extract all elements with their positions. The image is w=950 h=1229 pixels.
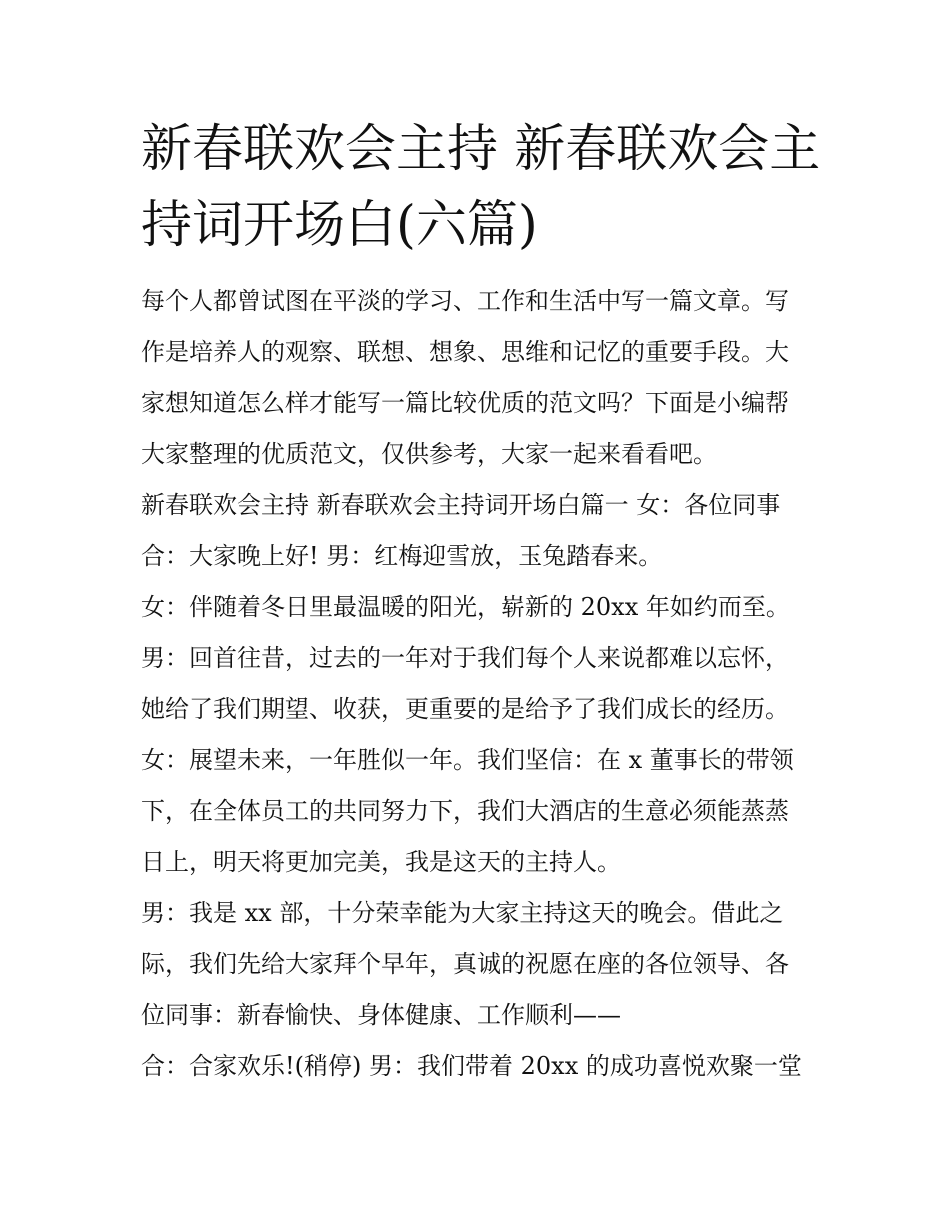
body-line: 女：展望未来，一年胜似一年。我们坚信：在 x 董事长的带领 xyxy=(141,746,794,774)
body-line: 大家整理的优质范文，仅供参考，大家一起来看看吧。 xyxy=(141,440,717,468)
body-line: 合：合家欢乐!(稍停) 男：我们带着 20xx 的成功喜悦欢聚一堂 xyxy=(141,1052,802,1080)
document-title xyxy=(141,112,821,264)
body-line: 作是培养人的观察、联想、想象、思维和记忆的重要手段。大 xyxy=(141,338,789,366)
document-body xyxy=(141,276,831,1092)
body-line: 位同事：新春愉快、身体健康、工作顺利—— xyxy=(141,1001,621,1029)
body-line: 她给了我们期望、收获，更重要的是给予了我们成长的经历。 xyxy=(141,695,789,723)
body-line: 合：大家晚上好! 男：红梅迎雪放，玉兔踏春来。 xyxy=(141,542,663,570)
title-line: 新春联欢会主持 新春联欢会主 xyxy=(141,120,821,179)
body-line: 日上，明天将更加完美，我是这天的主持人。 xyxy=(141,848,621,876)
title-line: 持词开场白(六篇) xyxy=(141,196,538,255)
body-line: 际，我们先给大家拜个早年，真诚的祝愿在座的各位领导、各 xyxy=(141,950,789,978)
body-line: 家想知道怎么样才能写一篇比较优质的范文吗？下面是小编帮 xyxy=(141,389,789,417)
body-line: 男：我是 xx 部，十分荣幸能为大家主持这天的晚会。借此之 xyxy=(141,899,784,927)
body-line: 女：伴随着冬日里最温暖的阳光，崭新的 20xx 年如约而至。 xyxy=(141,593,790,621)
body-line: 每个人都曾试图在平淡的学习、工作和生活中写一篇文章。写 xyxy=(141,287,789,315)
body-line: 男：回首往昔，过去的一年对于我们每个人来说都难以忘怀， xyxy=(141,644,789,672)
body-line: 新春联欢会主持 新春联欢会主持词开场白篇一 女：各位同事 xyxy=(141,491,781,519)
body-line: 下，在全体员工的共同努力下，我们大酒店的生意必须能蒸蒸 xyxy=(141,797,789,825)
